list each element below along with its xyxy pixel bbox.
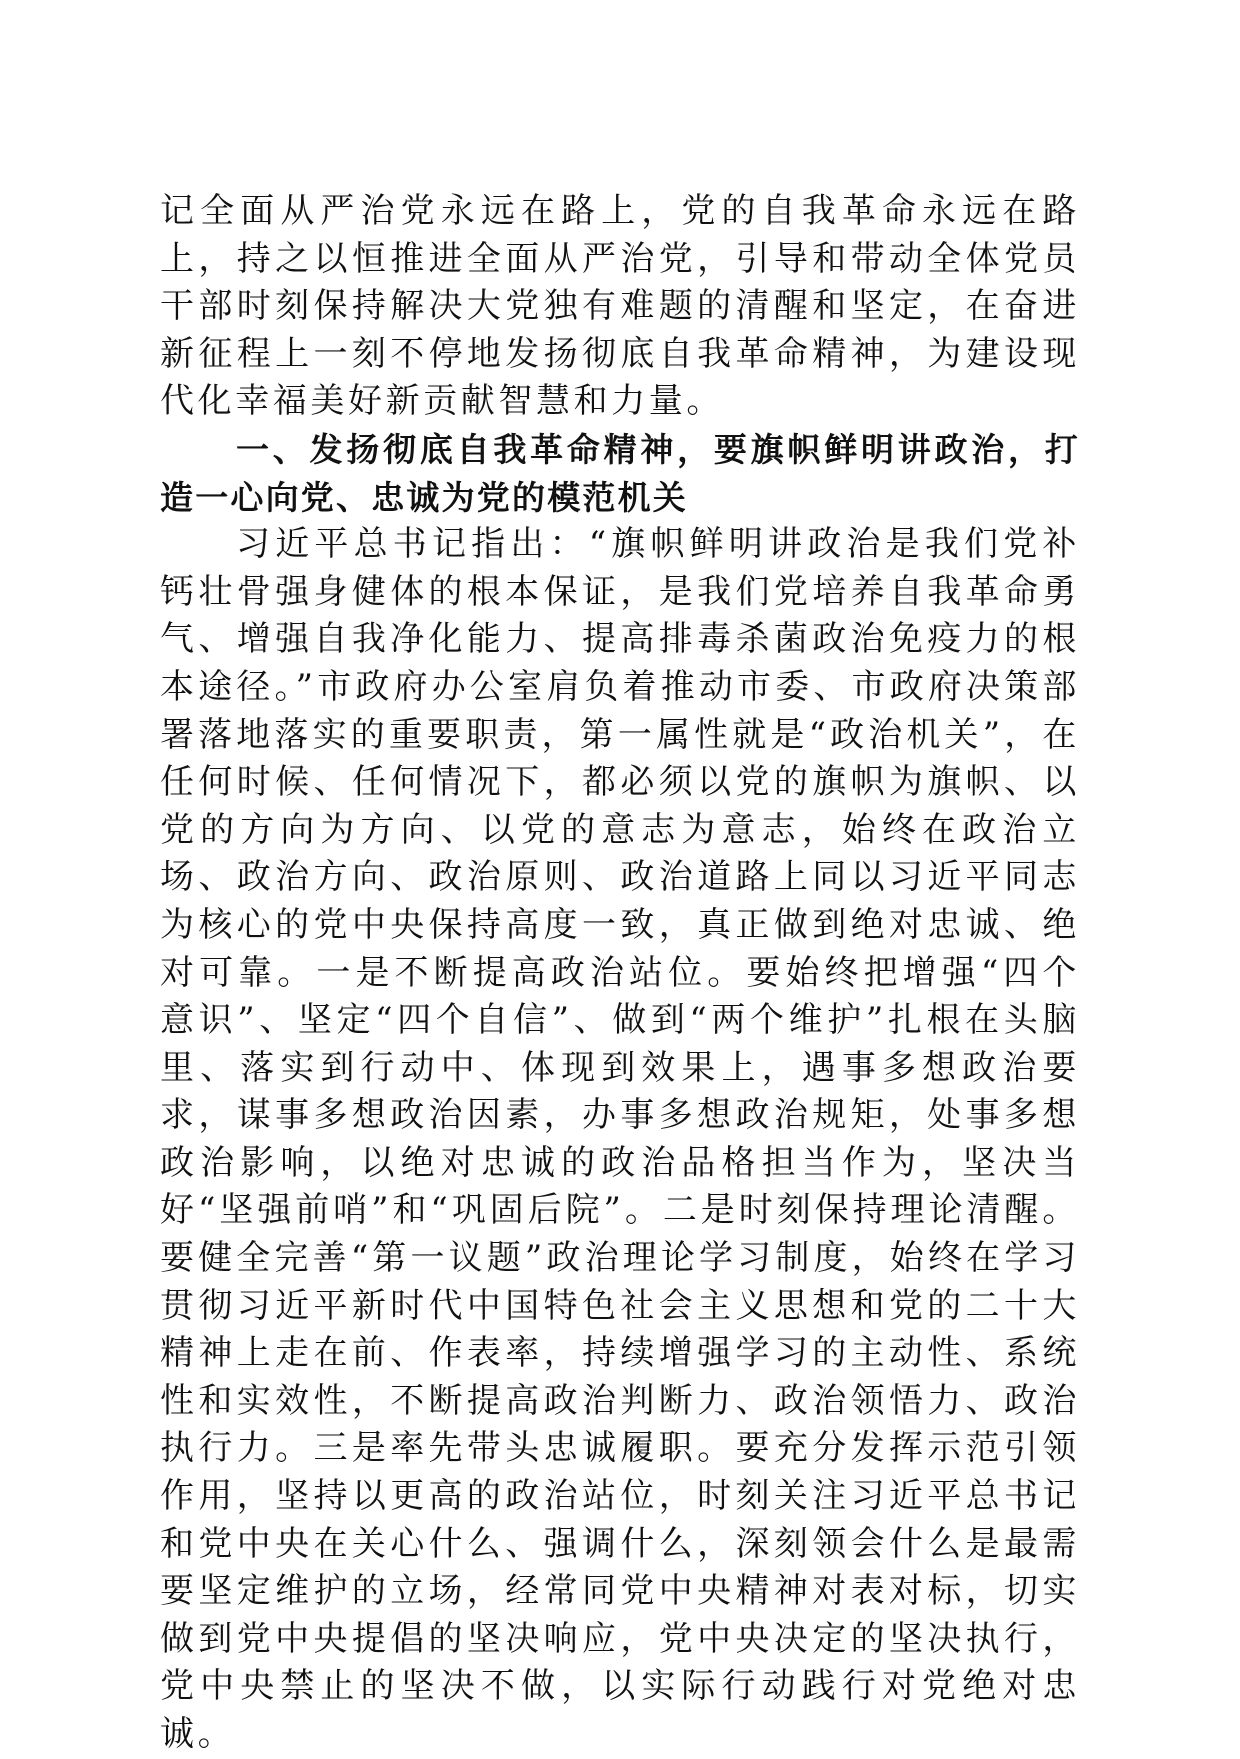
section-heading: 一、发扬彻底自我革命精神，要旗帜鲜明讲政治，打造一心向党、忠诚为党的模范机关 [160,429,1080,517]
intro-paragraph: 记全面从严治党永远在路上，党的自我革命永远在路上，持之以恒推进全面从严治党，引导和带动全体党员干部时刻保持解决大党独有难题的清醒和坚定，在奋进新征程上一刻不停地发扬彻底自我革命精神，为建设现代化幸福美好新贡献智慧和力量。 [160,191,1080,422]
document-body [160,188,1080,1759]
body-paragraph: 习近平总书记指出：“旗帜鲜明讲政治是我们党补钙壮骨强身健体的根本保证，是我们党培养自我革命勇气、增强自我净化能力、提高排毒杀菌政治免疫力的根本途径。”市政府办公室肩负着推动市委、市政府决策部署落地落实的重要职责，第一属性就是“政治机关”，在任何时候、任何情况下，都必须以党的旗帜为旗帜、以党的方向为方向、以党的意志为意志，始终在政治立场、政治方向、政治原则、政治道路上同以习近平同志为核心的党中央保持高度一致，真正做到绝对忠诚、绝对可靠。一是不断提高政治站位。要始终把增强“四个意识”、坚定“四个自信”、做到“两个维护”扎根在头脑里、落实到行动中、体现到效果上，遇事多想政治要求，谋事多想政治因素，办事多想政治规矩，处事多想政治影响，以绝对忠诚的政治品格担当作为，坚决当好“坚强前哨”和“巩固后院”。二是时刻保持理论清醒。要健全完善“第一议题”政治理论学习制度，始终在学习贯彻习近平新时代中国特色社会主义思想和党的二十大精神上走在前、作表率，持续增强学习的主动性、系统性和实效性，不断提高政治判断力、政治领悟力、政治执行力。三是率先带头忠诚履职。要充分发挥示范引领作用，坚持以更高的政治站位，时刻关注习近平总书记和党中央在关心什么、强调什么，深刻领会什么是最需要坚定维护的立场，经常同党中央精神对表对标，切实做到党中央提倡的坚决响应，党中央决定的坚决执行，党中央禁止的坚决不做，以实际行动践行对党绝对忠诚。 [160,524,1080,1754]
